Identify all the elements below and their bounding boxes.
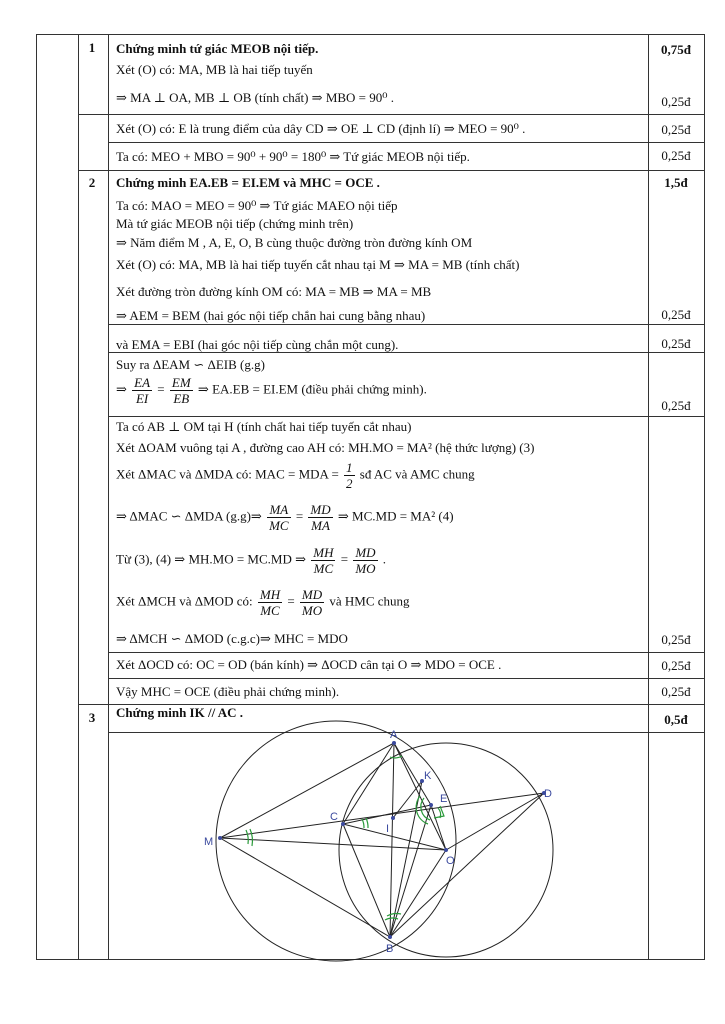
section-2-line-b1: và EMA = EBI (hai góc nội tiếp cùng chắn một cung). xyxy=(116,337,399,352)
section-2-line-f1: Vậy MHC = OCE (điều phải chứng minh). xyxy=(116,684,340,699)
section-2-line-a5: Xét đường tròn đường kính OM có: MA = MB ⇒ MA = MB xyxy=(116,284,432,299)
section-2-line-d5: Từ (3), (4) ⇒ MH.MO = MC.MD ⇒ $\frac{MH}{MC}$ = $\frac{MD}{MO}$ . xyxy=(116,545,387,576)
section-3-heading: Chứng minh IK // AC . xyxy=(116,705,244,720)
section-2-heading: Chứng minh EA.EB = EI.EM và MHC = OCE . xyxy=(116,175,380,190)
label-o: O xyxy=(446,855,455,867)
section-2-points-4: 0,25đ xyxy=(661,632,691,647)
label-c: C xyxy=(330,811,338,823)
label-d: D xyxy=(544,788,552,800)
label-a: A xyxy=(390,729,398,741)
section-1-line-2: ⇒ MA ⊥ OA, MB ⊥ OB (tính chất) ⇒ MBO = 90⁰ . xyxy=(116,90,394,105)
label-i: I xyxy=(386,823,390,835)
fraction-md-mo: $\frac{MD}{MO}$ xyxy=(355,545,376,576)
section-1-points: 0,75đ xyxy=(661,42,691,57)
section-2-line-c2: ⇒ $\frac{EA}{EI}$ = $\frac{EM}{EB}$ ⇒ EA.EB = EI.EM (điều phải chứng minh). xyxy=(116,375,427,406)
section-2-points-1: 0,25đ xyxy=(661,307,691,322)
section-2-line-d4: ⇒ ΔMAC ∽ ΔMDA (g.g)⇒ $\frac{MA}{MC}$ = $\frac{MD}{MA}$ ⇒ MC.MD = MA² (4) xyxy=(116,502,454,533)
section-2-line-a4: Xét (O) có: MA, MB là hai tiếp tuyến cắt nhau tại M ⇒ MA = MB (tính chất) xyxy=(116,257,520,272)
fraction-em-eb: $\frac{EM}{EB}$ xyxy=(171,375,191,406)
section-2-line-d2: Xét ΔOAM vuông tại A , đường cao AH có: MH.MO = MA² (hệ thức lượng) (3) xyxy=(116,440,535,455)
section-1-line-3: Xét (O) có: E là trung điểm của dây CD ⇒ OE ⊥ CD (định lí) ⇒ MEO = 90⁰ . xyxy=(116,121,526,136)
section-2-line-d1: Ta có AB ⊥ OM tại H (tính chất hai tiếp tuyến cắt nhau) xyxy=(116,419,412,434)
section-1-points-1: 0,25đ xyxy=(661,94,691,109)
label-k: K xyxy=(424,770,432,782)
section-2-line-a2: Mà tứ giác MEOB nội tiếp (chứng minh trên) xyxy=(116,216,354,231)
section-2-points-2: 0,25đ xyxy=(661,336,691,351)
section-2-line-a1: Ta có: MAO = MEO = 90⁰ ⇒ Tứ giác MAEO nội tiếp xyxy=(116,198,398,213)
section-2-line-d7: ⇒ ΔMCH ∽ ΔMOD (c.g.c)⇒ MHC = MDO xyxy=(116,631,348,646)
section-1-line-4: Ta có: MEO + MBO = 90⁰ + 90⁰ = 180⁰ ⇒ Tứ giác MEOB nội tiếp. xyxy=(116,149,470,164)
fraction-mh-mc: $\frac{MH}{MC}$ xyxy=(313,545,334,576)
section-2-number: 2 xyxy=(88,175,96,190)
section-2-points-6: 0,25đ xyxy=(661,684,691,699)
section-2-line-a3: ⇒ Năm điểm M , A, E, O, B cùng thuộc đường tròn đường kính OM xyxy=(116,235,473,250)
fraction-mh-mc-2: $\frac{MH}{MC}$ xyxy=(259,587,281,618)
section-2-line-d6: Xét ΔMCH và ΔMOD có: $\frac{MH}{MC}$ = $\frac{MD}{MO}$ và HMC chung xyxy=(116,587,410,618)
section-1-heading: Chứng minh tứ giác MEOB nội tiếp. xyxy=(116,41,319,56)
section-2-line-c1: Suy ra ΔEAM ∽ ΔEIB (g.g) xyxy=(116,357,265,372)
section-1-number: 1 xyxy=(88,40,96,55)
fraction-md-ma: $\frac{MD}{MA}$ xyxy=(310,502,331,533)
section-1-points-2: 0,25đ xyxy=(661,122,691,137)
section-3-number: 3 xyxy=(88,710,96,725)
section-1-line-1: Xét (O) có: MA, MB là hai tiếp tuyến xyxy=(116,62,313,77)
fraction-one-half: $\frac{1}{2}$ xyxy=(346,460,353,491)
label-b: B xyxy=(386,943,394,955)
section-2-points: 1,5đ xyxy=(664,175,688,190)
section-1-points-3: 0,25đ xyxy=(661,148,691,163)
section-2-points-5: 0,25đ xyxy=(661,658,691,673)
section-3-points: 0,5đ xyxy=(664,712,688,727)
fraction-md-mo-2: $\frac{MD}{MO}$ xyxy=(301,587,323,618)
section-2-line-d3: Xét ΔMAC và ΔMDA có: MAC = MDA = $\frac{1}{2}$ sđ AC và AMC chung xyxy=(116,460,475,491)
label-e: E xyxy=(440,793,448,805)
section-2-line-a6: ⇒ AEM = BEM (hai góc nội tiếp chắn hai cung bằng nhau) xyxy=(116,308,426,323)
fraction-ma-mc: $\frac{MA}{MC}$ xyxy=(269,502,289,533)
section-2-line-e1: Xét ΔOCD có: OC = OD (bán kính) ⇒ ΔOCD cân tại O ⇒ MDO = OCE . xyxy=(116,657,502,672)
section-2-points-3: 0,25đ xyxy=(661,398,691,413)
label-m: M xyxy=(204,836,214,848)
fraction-ea-ei: $\frac{EA}{EI}$ xyxy=(134,375,151,406)
